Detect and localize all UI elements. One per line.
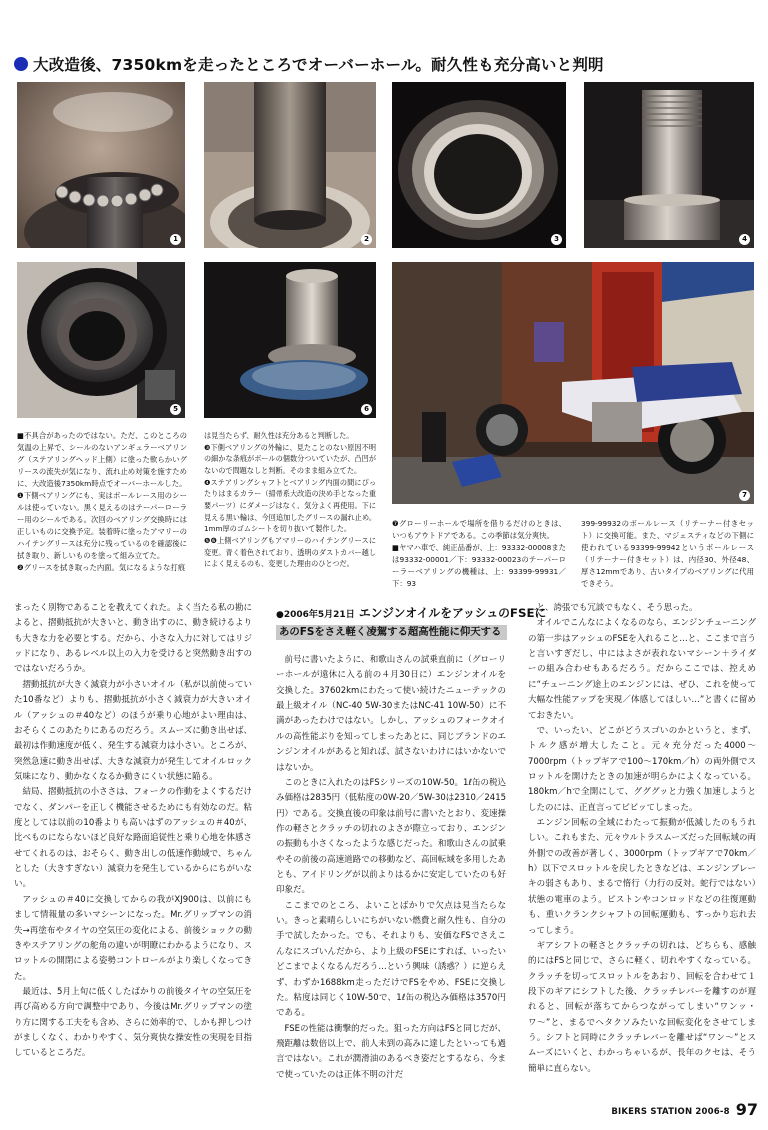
body-paragraph: 結局、摺動抵抗の小ささは、フォークの作動をよくするだけでなく、ダンパーを正しく機能させるためにも有効なのだ。粘度としては以前の10番よりも高いはずのアッシュの＃40が、比べものにならないほど良好な路面追従性と乗り心地を体感させてくれるのは、おそらく、動き出しの低速作動域で、ちゃんとした（大きすぎない）減衰力を発生しているからにちがいない。 bbox=[14, 787, 252, 890]
caption-column-3 bbox=[392, 518, 566, 590]
body-paragraph: 前号に書いたように、和歌山さんの試乗直前に（グローリーホールが遠休に入る前の４月30日に）エンジンオイルを交換した。37602kmにわたって使い続けたニューテックの最上級オイル（NC-40 5W-30またはNC-41 10W-50）に不満があったわけではない。しかし、アッシュのフォークオイルの高性能ぶりを知ってしまったあとに、同じブランドのエンジンオイルがあると知れば、試さないわけにはいかないではないか。 bbox=[276, 655, 506, 773]
photo-number: 7 bbox=[739, 490, 750, 501]
body-column-1 bbox=[14, 601, 252, 1062]
section-date: ●2006年5月21日 bbox=[276, 610, 355, 620]
page-footer bbox=[611, 1100, 758, 1119]
caption-paragraph: ❺❻上側ベアリングもアマリーのハイテングリースに変更。青く着色されており、透明のダストカバー越しによく見えるのも、変更した理由のひとつだ。 bbox=[204, 536, 376, 569]
photo-number: 5 bbox=[170, 404, 181, 415]
body-paragraph: このときに入れたのはFSシリーズの10W-50。1ℓ缶の税込み価格は2835円（低粘度の0W-20／5W-30は2310／2415円）である。交換直後の印象は前号に書いたとおり、変速操作の軽さとクラッチの切れのよさが際立っており、エンジンの振動も小さくなったような感じだった。和歌山さんの試乗やその前後の高速道路での移動など、高回転域を多用したあとも、アイドリングが以前よりはるかに安定していたのも好印象だ。 bbox=[276, 777, 506, 896]
headline-text: 大改造後、7350kmを走ったところでオーバーホール。耐久性も充分高いと判明 bbox=[33, 56, 604, 74]
caption-paragraph: 399-99932のボールレース（リテーナー付きセット）に交換可能。また、マジェスティなどの下側に使われている93399-99942というボールレース（リテーナー付きセット）は、内径30、外径48、厚さ12mmであり、古いタイプのベアリングに代用できそう。 bbox=[581, 519, 754, 589]
body-paragraph: …と、誇張でも冗談でもなく、そう思った。 bbox=[528, 603, 698, 613]
section-heading bbox=[276, 604, 546, 621]
section-title: エンジンオイルをアッシュのFSEに bbox=[358, 606, 547, 620]
photo-number: 2 bbox=[361, 234, 372, 245]
caption-column-2 bbox=[204, 430, 376, 570]
body-paragraph: オイルでこんなによくなるのなら、エンジンチューニングの第一歩はアッシュのFSEを入れること…と、ここまで言うと言いすぎだし、中にはよさが表れないマシーン＋ライダーの組み合わせもあるだろう。だからここでは、控えめに“チューニング途上のエンジンには、ぜひ、これを使って大幅な性能アップを実現／体感してほしい…”と書くに留めておきたい。 bbox=[528, 618, 756, 721]
caption-paragraph: ❷グリースを拭き取った内面。気になるような打痕 bbox=[17, 563, 186, 573]
photo-number: 1 bbox=[170, 234, 181, 245]
body-paragraph: 最近は、5月上旬に低くしたばかりの前後タイヤの空気圧を再び高める方向で調整中であり、今後はMr.グリップマンの塗り方に関する工夫をも含め、さらに効率的で、しかも押しつけがましくなく、わかりやすく、気分爽快な操安性の実現を目指しているところだ。 bbox=[14, 986, 252, 1059]
headline bbox=[14, 52, 754, 76]
body-paragraph: アッシュの＃40に交換してからの我がXJ900は、以前にもまして情報量の多いマシーンになった。Mr.グリップマンの消失→再塗布やタイヤの空気圧の変化による、前後ショックの動きやステアリングの舵角の違いが明瞭にわかるようになり、スロットルの開閉による姿勢コントロールがより楽しくなってきた。 bbox=[14, 894, 252, 982]
photo-4-steering-shaft bbox=[584, 82, 754, 248]
photo-5-lower-bearing bbox=[17, 262, 185, 418]
headline-bullet bbox=[14, 57, 28, 71]
caption-paragraph: ❹ステアリングシャフトとベアリング内面の間にぴったりはまるカラー（掃帚系大改造の決め手となった重要パーツ）にダメージはなく、気分よく再使用。下に見える黒い輪は、今回追加したグリースの漏れ止め。1mm厚のゴムシートを切り抜いて製作した。 bbox=[204, 477, 376, 534]
caption-paragraph: は見当たらず、耐久性は充分あると判断した。 bbox=[204, 431, 354, 440]
section-subheading: あのFSをさえ軽く凌駕する超高性能に仰天する bbox=[276, 625, 507, 640]
caption-paragraph: ❸下側ベアリングの外輪に、見たことのない原因不明の細かな条痕がボールの個数分ついていたが、凸凹がないので問題なしと判断。そのまま組み立てた。 bbox=[204, 442, 376, 476]
body-paragraph: ギアシフトの軽さとクラッチの切れは、どちらも、感触的にはFSと同じで、さらに軽く、切れやすくなっている。クラッチを切ってスロットルをあおり、回転を合わせて１段下のギアにシフトした後、クラッチレバーを離すのが遅れると、回転が落ちてからつながってしまい“ワンッ・ワ〜”と、まるでヘタクソみたいな回転変化をさせてしまう。シフトと同時にクラッチレバーを離せば“ワン〜”とスムーズにいくと、わかっちゃいるが、長年のクセは、そう簡単に直らない。 bbox=[528, 940, 756, 1074]
caption-column-4 bbox=[581, 518, 754, 590]
page-number: 97 bbox=[735, 1100, 758, 1119]
magazine-name: BIKERS STATION 2006-8 bbox=[611, 1107, 730, 1117]
photo-1-bearing-race bbox=[17, 82, 185, 248]
body-paragraph: エンジン回転の全域にわたって振動が低減したのもうれしい。これもまた、元々ウルトラスムーズだった回転域の両外側での改善が著しく、3000rpm（トップギアで70km／h）以下でスロットルを戻したときなどは、エンジンブレーキの弱さもあり、まるで惰行（力行の反対。蛇行ではない）状態の電車のよう。ピストンやコンロッドなどの往復運動も、重いクランクシャフトの回転運動も、すっかり忘れ去ってしまう。 bbox=[528, 818, 756, 936]
caption-paragraph: ■不具合があったのではない。ただ、このところの気温の上昇で、シールのないアンギュラーベアリング（ステアリングヘッド上側）に塗った軟らかいグリースの流失が気になり、流れ止め対策を施すために、大改造後7350km時点でオーバーホールした。 bbox=[17, 431, 187, 489]
body-paragraph: 摺動抵抗が大きく減衰力が小さいオイル（私が以前使っていた10番など）よりも、摺動抵抗が小さく減衰力が大きいオイル（アッシュの＃40など）のほうが乗り心地がよい理由は、おそらくこのあたりにあるのだろう。スムーズに動き出せば、最初は作動速度が低く、発生する減衰力は小さい。ところが、突然急速に動き出せば、大きな減衰力が発生してオイルロック気味になり、動かなくなるか動きにくい状態に陥る。 bbox=[14, 679, 252, 782]
photo-number: 6 bbox=[361, 404, 372, 415]
photo-number: 3 bbox=[551, 234, 562, 245]
caption-paragraph: ■ヤマハ車で、純正品番が、上：93332-00008または93332-00001／下：93332-00023のテーパーローラーベアリングの機種は、上：93399-99931／下：93 bbox=[392, 543, 566, 589]
body-paragraph: FSEの性能は衝撃的だった。狙った方向はFSと同じだが、飛距離は数倍以上で、前人未到の高みに達したといっても過言ではない。これが潤滑油のあるべき姿だとするなら、今まで使っていたのは正体不明の汁だ bbox=[276, 1023, 506, 1080]
body-column-2 bbox=[276, 653, 506, 1083]
caption-column-1 bbox=[17, 430, 187, 574]
photo-6-upper-bearing bbox=[204, 262, 376, 418]
body-paragraph: ここまでのところ、よいことばかりで欠点は見当たらない。きっと素晴らしいにちがいない燃費と耐久性も、自分の手で試したかった。でも、それよりも、安価なFSでさえこんなにスゴいんだから、より上級のFSEにすれば、いったいどこまでよくなるんだろう…という興味（誘惑？）に逆らえず、わずか1688km走っただけでFSをやめ、FSEに交換した。粘度は同じく10W-50で、1ℓ缶の税込み価格は3570円である。 bbox=[276, 900, 506, 1019]
caption-paragraph: ❶下側ベアリングにも、実はボールレース用のシールは使っていない。黒く見えるのはテーパーローラー用のシールである。次回のベアリング交換時には正しいものに交換予定。装着時に塗ったアマリーのハイテングリースは充分に残っているのを確認後に拭き取り、新しいものを塗って組み立てた。 bbox=[17, 491, 187, 561]
body-paragraph: まったく別物であることを教えてくれた。よく当たる私の勘によると、摺動抵抗が大きいと、動き出すのに、動き続けるよりも大きな力を必要とする。だから、小さな入力に対してはリジッドになり、あるレベル以上の入力を受けると突然動き出すのではないだろうか。 bbox=[14, 603, 252, 675]
photo-3-outer-race bbox=[392, 82, 566, 248]
photo-number: 4 bbox=[739, 234, 750, 245]
body-paragraph: で、いったい、どこがどうスゴいのかというと、まず、トルク感が増大したこと。元々充分だった4000〜7000rpm（トップギアで100〜170km／h）の両外側でスロットルを開けたときの加速が明らかによくなっている。180km／hで全開にして、グググッと力強く加速しようとしたのには、正直言ってビビッてしまった。 bbox=[528, 725, 756, 813]
photo-2-shaft-inner bbox=[204, 82, 376, 248]
photo-7-motorcycle-outdoor bbox=[392, 262, 754, 504]
body-column-3 bbox=[528, 601, 756, 1077]
caption-paragraph: ❼グローリーホールで場所を借りるだけのときは、いつもアウトドアである。この季節は気分爽快。 bbox=[392, 519, 566, 541]
